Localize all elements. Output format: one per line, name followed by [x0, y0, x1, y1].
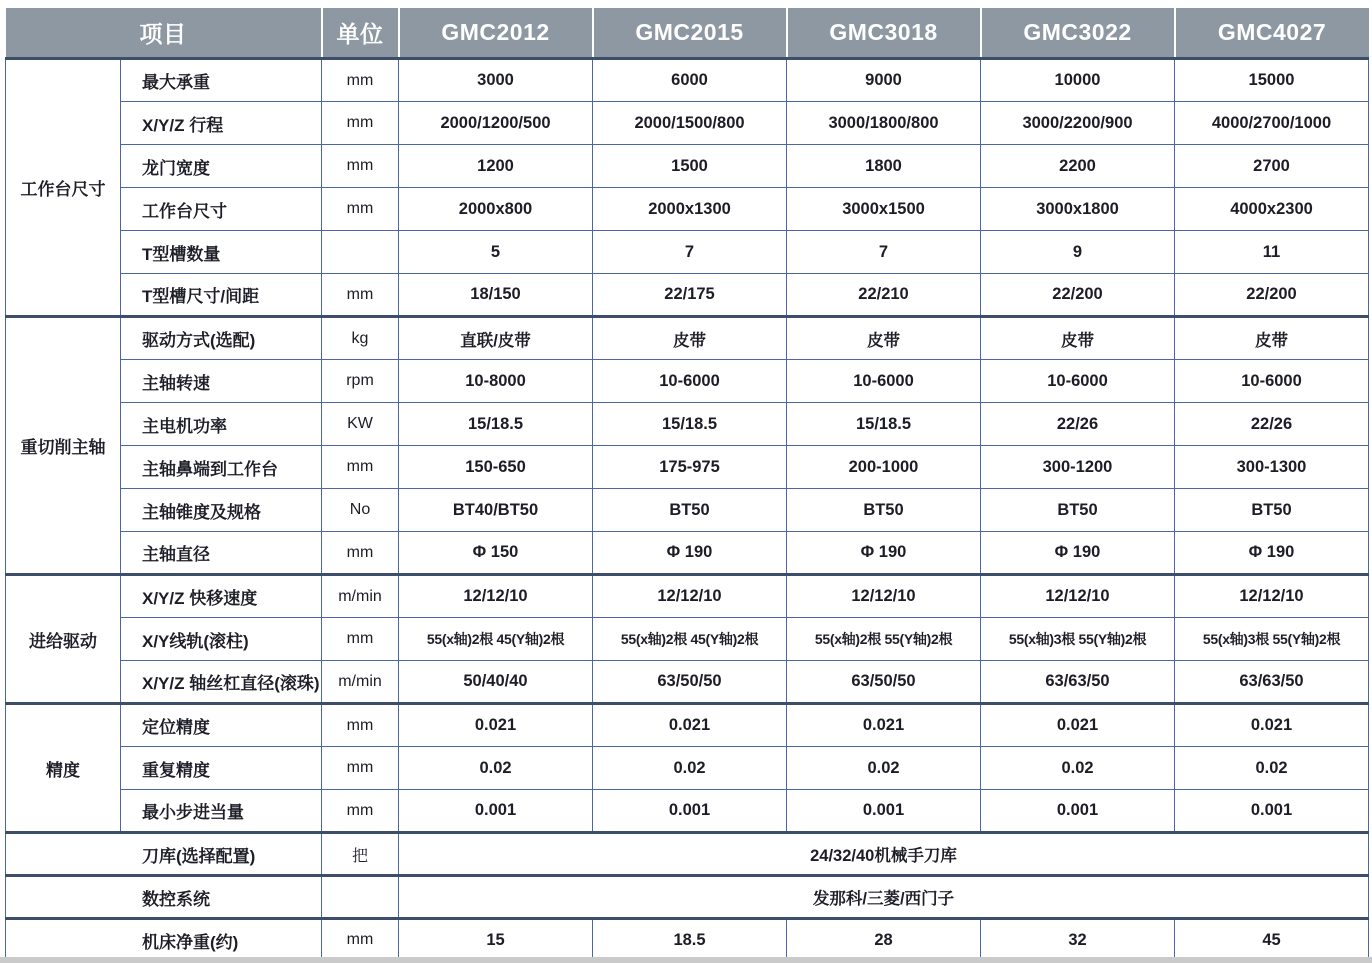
spec-row: [6, 403, 1369, 446]
column-header-item: 项目: [6, 8, 322, 59]
spec-item-label: 主轴直径: [121, 532, 322, 575]
spec-row: [6, 876, 1369, 919]
spec-value: 1200: [399, 145, 593, 188]
spec-value: 15/18.5: [399, 403, 593, 446]
spec-value: 150-650: [399, 446, 593, 489]
spec-value: 10-8000: [399, 360, 593, 403]
spec-value: 0.021: [399, 704, 593, 747]
spec-row: [6, 274, 1369, 317]
spec-value: 55(x轴)3根 55(Y轴)2根: [981, 618, 1175, 661]
spec-value: 7: [593, 231, 787, 274]
spec-value: 15/18.5: [787, 403, 981, 446]
spec-unit: mm: [322, 188, 399, 231]
spec-unit: mm: [322, 790, 399, 833]
spec-row: [6, 575, 1369, 618]
spec-value: 2000x800: [399, 188, 593, 231]
spec-unit: [322, 231, 399, 274]
spec-value: 22/26: [981, 403, 1175, 446]
spec-item-label: 数控系统: [6, 876, 322, 919]
spec-unit: kg: [322, 317, 399, 360]
spec-value: Φ 190: [593, 532, 787, 575]
spec-value: BT50: [1175, 489, 1369, 532]
spec-unit: mm: [322, 618, 399, 661]
spec-item-label: T型槽数量: [121, 231, 322, 274]
spec-item-label: X/Y/Z 轴丝杠直径(滚珠): [121, 661, 322, 704]
spec-value: Φ 190: [981, 532, 1175, 575]
spec-unit: [322, 876, 399, 919]
spec-value: 12/12/10: [593, 575, 787, 618]
spec-value: 7: [787, 231, 981, 274]
column-header-gmc3022: GMC3022: [981, 8, 1175, 59]
spec-item-label: 重复精度: [121, 747, 322, 790]
spec-table: [5, 8, 1369, 963]
group-label: 工作台尺寸: [6, 59, 121, 317]
spec-value-merged: 发那科/三菱/西门子: [399, 876, 1369, 919]
spec-unit: mm: [322, 59, 399, 102]
spec-value: Φ 190: [787, 532, 981, 575]
spec-row: [6, 661, 1369, 704]
spec-unit: mm: [322, 102, 399, 145]
spec-row: [6, 360, 1369, 403]
spec-value: 22/200: [1175, 274, 1369, 317]
group-label: 重切削主轴: [6, 317, 121, 575]
spec-value: 3000: [399, 59, 593, 102]
spec-value: 10-6000: [1175, 360, 1369, 403]
spec-value: 0.021: [1175, 704, 1369, 747]
spec-value: 55(x轴)2根 55(Y轴)2根: [787, 618, 981, 661]
spec-unit: mm: [322, 274, 399, 317]
spec-row: [6, 59, 1369, 102]
spec-value: 300-1200: [981, 446, 1175, 489]
spec-value: 63/63/50: [1175, 661, 1369, 704]
spec-unit: mm: [322, 747, 399, 790]
spec-value: 28: [787, 919, 981, 962]
spec-value: 10000: [981, 59, 1175, 102]
spec-value: 300-1300: [1175, 446, 1369, 489]
spec-value: 3000/1800/800: [787, 102, 981, 145]
spec-unit: No: [322, 489, 399, 532]
spec-value: BT50: [981, 489, 1175, 532]
spec-row: [6, 618, 1369, 661]
spec-value: 3000/2200/900: [981, 102, 1175, 145]
spec-value: 9000: [787, 59, 981, 102]
spec-value: 10-6000: [981, 360, 1175, 403]
spec-value: BT50: [787, 489, 981, 532]
spec-value: 0.02: [399, 747, 593, 790]
spec-item-label: X/Y/Z 快移速度: [121, 575, 322, 618]
spec-value: 3000x1800: [981, 188, 1175, 231]
spec-value: 2000/1200/500: [399, 102, 593, 145]
spec-value: 皮带: [593, 317, 787, 360]
spec-value: 0.02: [593, 747, 787, 790]
spec-value: 6000: [593, 59, 787, 102]
header-row: [6, 8, 1369, 59]
column-header-unit: 单位: [322, 8, 399, 59]
spec-row: [6, 231, 1369, 274]
spec-row: [6, 145, 1369, 188]
spec-value: BT50: [593, 489, 787, 532]
spec-value: 15/18.5: [593, 403, 787, 446]
spec-value: 皮带: [787, 317, 981, 360]
spec-value: 22/26: [1175, 403, 1369, 446]
spec-value: 45: [1175, 919, 1369, 962]
spec-item-label: 定位精度: [121, 704, 322, 747]
spec-value: 22/175: [593, 274, 787, 317]
spec-value: 0.001: [981, 790, 1175, 833]
spec-value: 1500: [593, 145, 787, 188]
spec-value: 9: [981, 231, 1175, 274]
spec-value: 18/150: [399, 274, 593, 317]
spec-value: 5: [399, 231, 593, 274]
spec-row: [6, 704, 1369, 747]
column-header-gmc4027: GMC4027: [1175, 8, 1369, 59]
spec-value: 0.001: [787, 790, 981, 833]
spec-row: [6, 747, 1369, 790]
spec-value: 4000/2700/1000: [1175, 102, 1369, 145]
spec-row: [6, 532, 1369, 575]
group-label: 进给驱动: [6, 575, 121, 704]
spec-value: 2700: [1175, 145, 1369, 188]
spec-value: 0.021: [981, 704, 1175, 747]
spec-value: 22/210: [787, 274, 981, 317]
spec-sheet: [5, 8, 1365, 963]
spec-item-label: 龙门宽度: [121, 145, 322, 188]
spec-item-label: X/Y/Z 行程: [121, 102, 322, 145]
spec-value: 175-975: [593, 446, 787, 489]
spec-row: [6, 188, 1369, 231]
spec-value: 0.02: [787, 747, 981, 790]
spec-item-label: 工作台尺寸: [121, 188, 322, 231]
spec-item-label: X/Y线轨(滚柱): [121, 618, 322, 661]
spec-unit: m/min: [322, 575, 399, 618]
spec-value: 12/12/10: [981, 575, 1175, 618]
spec-value: 12/12/10: [787, 575, 981, 618]
spec-row: [6, 919, 1369, 962]
spec-value: 0.02: [1175, 747, 1369, 790]
bottom-divider: [0, 957, 1372, 963]
spec-row: [6, 489, 1369, 532]
spec-unit: rpm: [322, 360, 399, 403]
spec-value: 63/50/50: [787, 661, 981, 704]
spec-row: [6, 446, 1369, 489]
spec-unit: mm: [322, 704, 399, 747]
spec-value: 皮带: [1175, 317, 1369, 360]
spec-row: [6, 317, 1369, 360]
spec-value: 0.021: [787, 704, 981, 747]
spec-item-label: 主轴转速: [121, 360, 322, 403]
spec-value: 10-6000: [787, 360, 981, 403]
spec-value: 直联/皮带: [399, 317, 593, 360]
spec-value: 皮带: [981, 317, 1175, 360]
table-body: [6, 59, 1369, 962]
spec-value: 2200: [981, 145, 1175, 188]
spec-unit: mm: [322, 145, 399, 188]
spec-value: 0.02: [981, 747, 1175, 790]
spec-value: 50/40/40: [399, 661, 593, 704]
spec-value: 12/12/10: [399, 575, 593, 618]
spec-value: 2000/1500/800: [593, 102, 787, 145]
spec-row: [6, 102, 1369, 145]
spec-item-label: 最小步进当量: [121, 790, 322, 833]
spec-value: 3000x1500: [787, 188, 981, 231]
spec-value: 12/12/10: [1175, 575, 1369, 618]
spec-value: 1800: [787, 145, 981, 188]
spec-item-label: 机床净重(约): [6, 919, 322, 962]
spec-value: 63/50/50: [593, 661, 787, 704]
column-header-gmc2012: GMC2012: [399, 8, 593, 59]
group-label: 精度: [6, 704, 121, 833]
spec-unit: m/min: [322, 661, 399, 704]
spec-item-label: 驱动方式(选配): [121, 317, 322, 360]
spec-value-merged: 24/32/40机械手刀库: [399, 833, 1369, 876]
spec-unit: KW: [322, 403, 399, 446]
spec-row: [6, 790, 1369, 833]
spec-row: [6, 833, 1369, 876]
spec-value: 32: [981, 919, 1175, 962]
spec-unit: 把: [322, 833, 399, 876]
spec-value: 63/63/50: [981, 661, 1175, 704]
spec-value: 55(x轴)3根 55(Y轴)2根: [1175, 618, 1369, 661]
column-header-gmc2015: GMC2015: [593, 8, 787, 59]
spec-value: 10-6000: [593, 360, 787, 403]
spec-value: 22/200: [981, 274, 1175, 317]
spec-unit: mm: [322, 446, 399, 489]
spec-value: 55(x轴)2根 45(Y轴)2根: [593, 618, 787, 661]
spec-item-label: 主轴鼻端到工作台: [121, 446, 322, 489]
spec-item-label: 最大承重: [121, 59, 322, 102]
spec-item-label: 刀库(选择配置): [6, 833, 322, 876]
column-header-gmc3018: GMC3018: [787, 8, 981, 59]
spec-unit: mm: [322, 532, 399, 575]
spec-value: 0.001: [399, 790, 593, 833]
spec-value: 2000x1300: [593, 188, 787, 231]
spec-value: 4000x2300: [1175, 188, 1369, 231]
spec-unit: mm: [322, 919, 399, 962]
spec-value: 55(x轴)2根 45(Y轴)2根: [399, 618, 593, 661]
spec-item-label: 主轴锥度及规格: [121, 489, 322, 532]
spec-value: 0.001: [1175, 790, 1369, 833]
spec-value: 11: [1175, 231, 1369, 274]
spec-item-label: T型槽尺寸/间距: [121, 274, 322, 317]
spec-value: 0.021: [593, 704, 787, 747]
spec-value: Φ 190: [1175, 532, 1369, 575]
spec-value: 0.001: [593, 790, 787, 833]
spec-value: 15: [399, 919, 593, 962]
table-header: [6, 8, 1369, 59]
spec-value: Φ 150: [399, 532, 593, 575]
spec-value: 15000: [1175, 59, 1369, 102]
spec-value: 18.5: [593, 919, 787, 962]
spec-item-label: 主电机功率: [121, 403, 322, 446]
spec-value: BT40/BT50: [399, 489, 593, 532]
spec-value: 200-1000: [787, 446, 981, 489]
